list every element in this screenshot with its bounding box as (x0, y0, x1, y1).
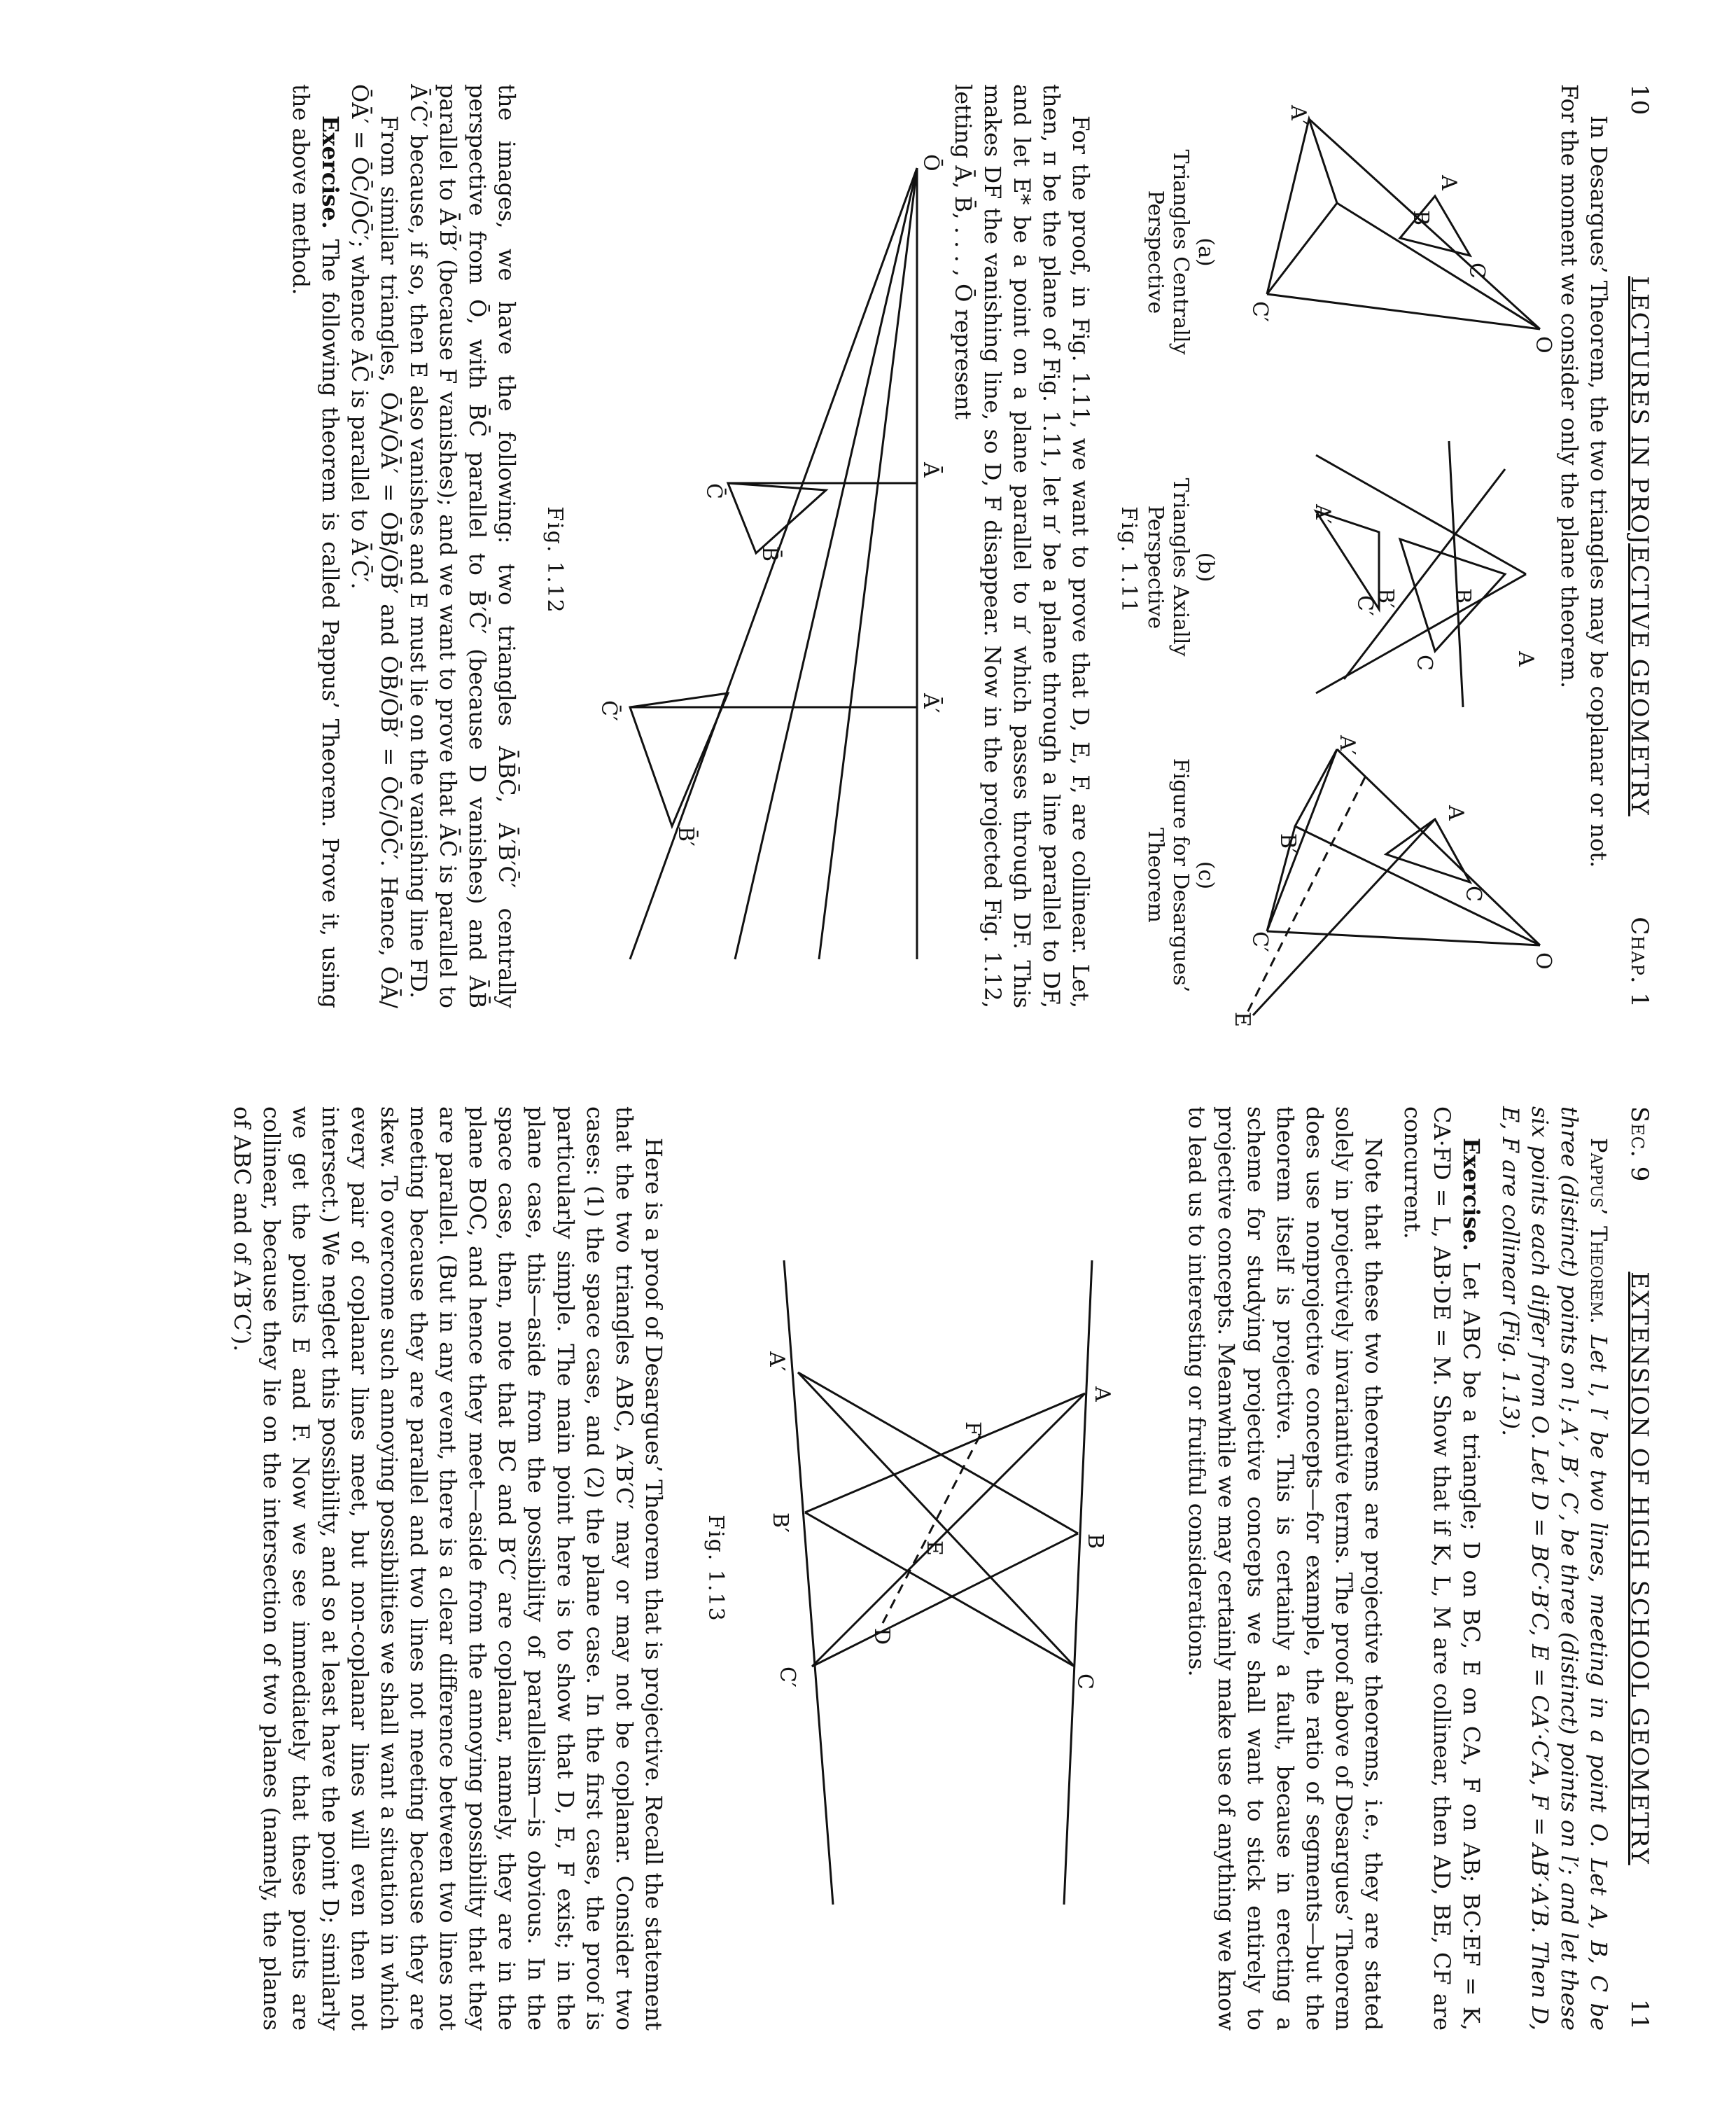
fig-1-12-diagram (574, 154, 943, 980)
running-head-title: EXTENSION OF HIGH SCHOOL GEOMETRY (1625, 1272, 1653, 1865)
caption-c-letter: (c) (1194, 861, 1218, 890)
label-f: F (960, 1421, 985, 1436)
fig-1-11b-diagram (1232, 427, 1547, 721)
label-a-prime: A′ (1335, 735, 1359, 756)
intro-line-1: In Desargues’ Theorem, the two triangles may be coplanar or not. (1586, 116, 1612, 868)
label-b-prime-bar: B̄′ (673, 826, 698, 847)
label-b-bar: B̄ (757, 546, 782, 562)
fig-1-13-label: Fig. 1.13 (704, 1515, 728, 1622)
exercise-text: Let ABC be a triangle; D on BC, E on CA, F on AB; BC·EF = K, CA·FD = L, AB·DE = M. Show that if K, L, M are collinear, then AD, BE, CF are concurrent. (1399, 1106, 1485, 2031)
triangle-a1b1c1 (1267, 119, 1337, 294)
triangle-abc (1386, 819, 1470, 882)
label-a-prime: A′ (1310, 504, 1335, 524)
projective-proof-paragraph: Here is a proof of Desargues’ Theorem that is projective. Recall the statement that the two triangles ABC, A′B′C′ may or may not be coplanar. Consider two cases: (1) the space case, and (2) the plane case. In the first case, the proof is particularly simple. The main point here is to show that D, E, F exist; in the plane case, this—aside from the possibility of parallelism—is obvious. In the space case, then, note that BC and B′C′ are coplanar, namely, they are in the plane BOC, and hence they meet—aside from the annoying possibility that they are parallel. (But in any event, there is a clear difference between two lines not meeting because they are parallel and two lines not meeting because they are skew. To overcome such annoying possibilities we shall want a situation in which every pair of coplanar lines meet, but non-coplanar lines will even then not intersect.) We neglect this possibility, and so at least have the point D; similarly we get the points E and F. Now we see immediately that these points are collinear, because they lie on the intersection of two planes (namely, the planes of ABC and of A′B′C′). (229, 1106, 667, 2031)
pappus-line (882, 1435, 980, 1624)
caption-c (1142, 749, 1218, 1001)
similar-triangles-paragraph: From similar triangles, ŌĀ/ŌĀ′ = ŌB̄/ŌB̄′ and ŌB̄/ŌB̄′ = ŌC̄/ŌC̄′. Hence, ŌĀ/ŌĀ′ = ŌC̄/ŌC̄′; whence ĀC̄ is parallel to Ā′C̄′. (346, 84, 402, 1008)
label-c: C (1072, 1673, 1097, 1690)
label-c: C (1461, 886, 1485, 902)
running-head-title: LECTURES IN PROJECTIVE GEOMETRY (1625, 276, 1653, 816)
running-header (1618, 1106, 1653, 2031)
line-ba-prime (798, 1372, 1078, 1533)
label-a-prime: A′ (1286, 105, 1310, 125)
fig-1-11c-diagram (1230, 735, 1555, 1029)
line-ac-prime (812, 1393, 1085, 1666)
ray-b (735, 168, 917, 959)
ray-oc (1267, 931, 1540, 945)
caption-b (1142, 441, 1218, 693)
ray-a (819, 168, 917, 959)
caption-a-text: Triangles Centrally Perspective (1143, 149, 1193, 355)
exercise-paragraph (1398, 1106, 1486, 2031)
label-o-bar: Ō (918, 154, 943, 172)
fig-1-13-diagram (756, 1232, 1114, 1933)
label-a-prime: A′ (764, 1351, 789, 1372)
label-b: B (1083, 1533, 1107, 1550)
line-cb-prime (805, 1512, 1074, 1666)
desargues-axis (1246, 777, 1365, 1015)
caption-a-letter: (a) (1194, 237, 1218, 267)
page-11 (0, 1106, 1736, 2031)
chapter-label: Chap. 1 (1625, 917, 1653, 1008)
label-b-prime: B′ (768, 1512, 792, 1533)
pappus-paragraph (1496, 1106, 1614, 2031)
label-c-prime: C′ (1247, 301, 1272, 322)
label-c-prime: C′ (1247, 931, 1272, 952)
label-b: B (1408, 210, 1433, 226)
line-a (1344, 469, 1505, 679)
label-o: O (1531, 336, 1555, 354)
triangle-bar-abc (728, 483, 826, 553)
line-c (1316, 455, 1526, 574)
caption-b-letter: (b) (1194, 552, 1218, 583)
proof-text: For the proof, in Fig. 1.11, we want to prove that D, E, F, are collinear. Let, then, π be the plane of Fig. 1.11, let π′ be a plane through a line parallel to DF, and let E* be a point on a plane parallel to π′ which passes through DF. This makes DF the vanishing line, so D, F disappear. Now in the projected Fig. 1.12, letting Ā, B̄, . . . , Ō represent (950, 84, 1094, 1008)
proof-paragraph (948, 84, 1096, 1008)
line-l (1064, 1260, 1092, 1905)
pappus-block (1182, 1106, 1614, 2031)
images-block (286, 84, 522, 1008)
line-ab-prime (805, 1393, 1085, 1512)
exercise-text: The following theorem is called Pappus’ Theorem. Prove it, using the above method. (288, 84, 344, 1009)
intro-paragraph (1555, 84, 1614, 1008)
label-b: B (1450, 588, 1475, 604)
projective-proof-block (227, 1106, 668, 2031)
images-paragraph: the images, we have the following: two triangles ĀB̄C̄, Ā′B̄′C̄′ centrally perspective from Ō, with B̄C̄ parallel to B̄′C̄′ (because D vanishes) and ĀB̄ parallel to Ā′B̄′ (because F vanishes); and we want to prove that ĀC̄ is parallel to Ā′C̄′ because, if so, then E also vanishes and E must lie on the vanishing line FD. (405, 84, 520, 1008)
label-o: O (1531, 952, 1555, 970)
triangle-bar-a1b1c1 (630, 693, 728, 826)
label-c: C (1464, 263, 1489, 279)
ray-oa (1337, 749, 1540, 945)
label-a-prime-bar: Ā′ (918, 693, 943, 714)
running-header (1618, 84, 1653, 1008)
note-paragraph: Note that these two theorems are projective theorems, i.e., they are stated solely in projectively invariantive terms. The proof above of Desargues’ Theorem does use nonprojective concepts—for example, the ratio of segments—but the theorem itself is projective. This is certainly a fault, because in erecting a scheme for studying projective concepts we shall want to stick entirely to projective concepts. Meanwhile we may certainly make use of anything we know to lead us to interesting or fruitful considerations. (1184, 1106, 1387, 2031)
exercise-heading: Exercise. (1458, 1138, 1485, 1251)
pappus-text: Let l, l′ be two lines, meeting in a point O. Let A, B, C be three (distinct) points on l; A′, B′, C′, be three (distinct) points on l′; and let these six points each differ from O. Let D = BC′·B′C, E = CA′·C′A, F = AB′·A′B. Then D, E, F are collinear (Fig. 1.13). (1497, 1106, 1612, 2031)
label-a-bar: Ā (918, 462, 943, 478)
caption-b-text: Triangles Axially Perspective (1143, 478, 1193, 657)
page-10 (0, 84, 1736, 1027)
label-c-prime-bar: C̄′ (596, 700, 621, 721)
fig-1-12-label: Fig. 1.12 (542, 506, 567, 614)
label-e: E (922, 1540, 946, 1556)
label-a: A (1090, 1386, 1114, 1402)
page-number: 11 (1625, 1998, 1653, 2031)
triangle-a1b1c1 (1316, 511, 1379, 609)
label-a: A (1436, 175, 1461, 190)
section-label: Sec. 9 (1625, 1106, 1653, 1183)
label-a: A (1443, 805, 1468, 821)
label-b-prime: B′ (1373, 588, 1398, 608)
label-e: E (1230, 1012, 1254, 1027)
triangle-abc (1400, 196, 1470, 256)
label-a: A (1513, 651, 1538, 667)
fig-1-11-label: Fig. 1.11 (1116, 506, 1141, 614)
label-b-prime: B′ (1275, 833, 1300, 854)
label-c-prime: C′ (775, 1666, 799, 1687)
line-l-prime (784, 1260, 833, 1905)
caption-a (1142, 126, 1218, 378)
label-c: C (1412, 655, 1436, 671)
exercise-paragraph (286, 84, 345, 1008)
label-d: D (869, 1628, 894, 1645)
caption-c-text: Figure for Desargues’ Theorem (1143, 758, 1193, 993)
fig-1-11a-diagram (1232, 105, 1555, 399)
ray-ob (1337, 203, 1540, 329)
pappus-heading: Pappus’ Theorem. (1586, 1138, 1612, 1324)
ray-oc (1267, 294, 1540, 329)
label-c-bar: C̄ (701, 483, 726, 499)
label-c-prime: C′ (1352, 595, 1377, 616)
page-number: 10 (1625, 84, 1653, 116)
exercise-heading: Exercise. (317, 116, 344, 229)
axis-line (1449, 441, 1463, 707)
intro-line-2: For the moment we consider only the plane theorem. (1556, 84, 1583, 689)
